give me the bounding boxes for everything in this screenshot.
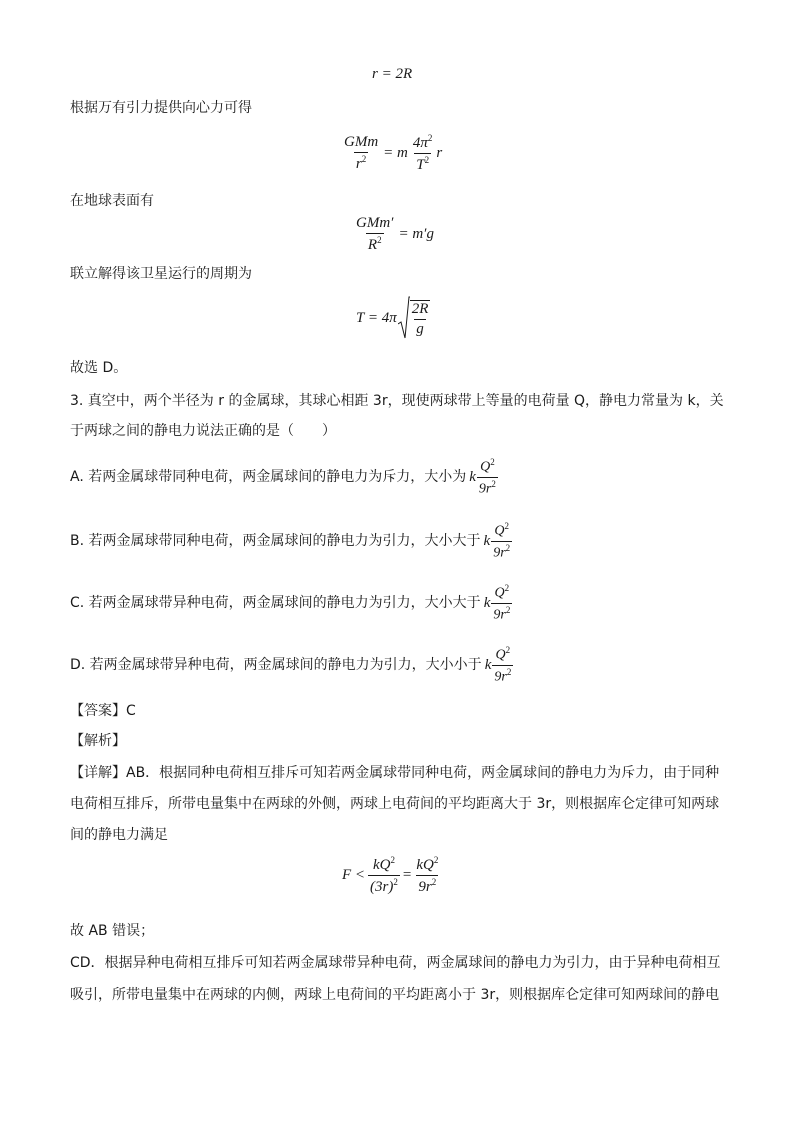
question-stem-line2: 于两球之间的静电力说法正确的是（ ） — [70, 423, 336, 439]
constant-k: k — [483, 594, 491, 611]
numerator: 2R — [411, 300, 429, 317]
option-b[interactable] — [70, 521, 512, 561]
fraction-2: $\frac{kQ^2}{9r^2}$ — [416, 855, 439, 895]
option-c[interactable] — [70, 583, 512, 623]
constant-k: k — [484, 656, 492, 673]
equals-m: = m — [383, 145, 408, 161]
denominator: $T^2$ — [416, 155, 430, 173]
equation-text: r = 2R — [372, 66, 413, 82]
answer-line — [70, 701, 136, 721]
fraction-q2-9r2: $\frac{Q^2}{9r^2}$ — [478, 457, 496, 497]
denominator: $r^2$ — [355, 154, 367, 172]
fraction-q2-9r2: $\frac{Q^2}{9r^2}$ — [493, 521, 511, 561]
answer-tag: 【答案】 — [70, 703, 126, 719]
text-earth-surface: 在地球表面有 — [70, 193, 154, 209]
cd-line1: CD．根据异种电荷相互排斥可知若两金属球带异种电荷，两金属球间的静电力为引力，由于异种电荷相互 — [70, 955, 721, 971]
detail-line3: 间的静电力满足 — [70, 827, 168, 843]
constant-k: k — [469, 468, 476, 485]
detail-line2: 电荷相互排斥，所带电量集中在两球的外侧，两球上电荷间的平均距离大于 3r，则根据库仑定律可知两球 — [70, 796, 720, 812]
radicand-fraction — [410, 300, 431, 338]
rhs: = m′g — [398, 226, 434, 242]
analysis-tag: 【解析】 — [70, 733, 126, 749]
denominator: g — [416, 320, 424, 337]
option-text: B. 若两金属球带同种电荷，两金属球间的静电力为引力，大小大于 — [70, 533, 481, 550]
option-d[interactable] — [70, 645, 513, 685]
numerator: $4\pi^2$ — [412, 133, 433, 151]
tail-r: r — [436, 145, 443, 161]
question-stem-line1: 3. 真空中，两个半径为 r 的金属球，其球心相距 3r，现使两球带上等量的电荷量 Q，静电力常量为 k，关 — [70, 393, 724, 409]
equation-r-2R — [372, 66, 412, 83]
fraction-lhs — [342, 134, 380, 173]
fraction-q2-9r2: $\frac{Q^2}{9r^2}$ — [494, 645, 512, 685]
constant-k: k — [483, 532, 491, 549]
answer-value: C — [126, 703, 136, 719]
denominator: $R^2$ — [367, 235, 382, 253]
cd-line2: 吸引，所带电量集中在两球的内侧，两球上电荷间的平均距离小于 3r，则根据库仑定律可知两球间的静电 — [70, 987, 720, 1003]
text-choose-d: 故选 D。 — [70, 360, 128, 376]
equals: = — [402, 867, 412, 883]
radical-sign-icon — [398, 296, 410, 340]
equation-earth-surface — [354, 215, 434, 254]
numerator: GMm — [344, 134, 379, 150]
option-text: D. 若两金属球带异种电荷，两金属球间的静电力为引力，大小小于 — [70, 657, 482, 674]
option-text: A. 若两金属球带同种电荷，两金属球间的静电力为斥力，大小为 — [70, 469, 467, 486]
equation-gravity-centripetal — [342, 133, 442, 174]
fraction-1: $\frac{kQ^2}{(3r)^2}$ — [370, 855, 398, 895]
option-a[interactable] — [70, 457, 498, 497]
fraction-rhs — [411, 133, 435, 174]
detail-line1: 【详解】AB．根据同种电荷相互排斥可知若两金属球带同种电荷，两金属球间的静电力为斥力，由于同种 — [70, 765, 720, 781]
equation-period — [356, 296, 430, 340]
lhs: F < — [342, 867, 366, 883]
lhs: T = 4π — [356, 309, 397, 326]
numerator: GMm′ — [356, 215, 394, 231]
text-ab-wrong: 故 AB 错误； — [70, 923, 155, 939]
equation-coulomb-inequality — [342, 855, 440, 896]
text-gravity-provides-centripetal: 根据万有引力提供向心力可得 — [70, 100, 252, 116]
fraction-q2-9r2: $\frac{Q^2}{9r^2}$ — [493, 583, 511, 623]
fraction-lhs — [354, 215, 395, 254]
text-solve-period: 联立解得该卫星运行的周期为 — [70, 266, 252, 282]
option-text: C. 若两金属球带异种电荷，两金属球间的静电力为引力，大小大于 — [70, 595, 481, 612]
